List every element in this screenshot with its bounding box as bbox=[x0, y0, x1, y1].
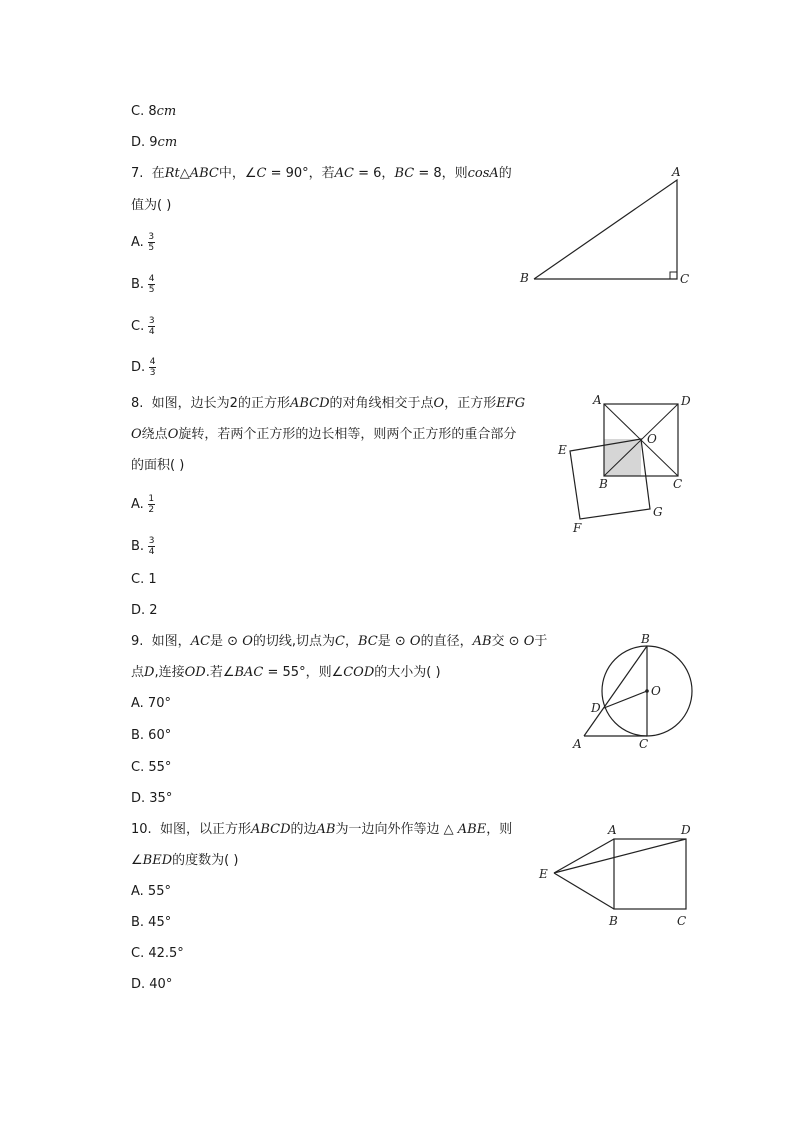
q9-label-a: A bbox=[573, 737, 582, 751]
q8-label-a: A bbox=[593, 393, 602, 407]
q10-segment-ea bbox=[554, 839, 614, 873]
q8-label-c: C bbox=[673, 477, 683, 491]
q7-option-c: C. $\frac{3}{4}$ bbox=[131, 316, 155, 337]
q7-option-a: A. $\frac{3}{5}$ bbox=[131, 232, 155, 253]
q9-stem-line2: 点D,连接OD.若∠BAC = 55°，则∠COD的大小为( ) bbox=[131, 665, 441, 680]
q9-option-a: A. 70° bbox=[131, 696, 171, 711]
q10-option-a: A. 55° bbox=[131, 884, 171, 899]
q10-label-b: B bbox=[609, 914, 618, 928]
q7-stem-line1: 7. 在Rt△ABC中，∠C = 90°，若AC = 6，BC = 8，则cosA的 bbox=[131, 166, 512, 181]
q9-stem-line1: 9. 如图，AC是 ⊙ O的切线,切点为C，BC是 ⊙ O的直径，AB交 ⊙ O于 bbox=[131, 634, 548, 649]
q7-stem-line2: 值为( ) bbox=[131, 198, 172, 213]
q10-segment-eb bbox=[554, 873, 614, 909]
q8-label-d: D bbox=[681, 394, 691, 408]
q10-stem-line2: ∠BED的度数为( ) bbox=[131, 853, 239, 868]
q10-label-e: E bbox=[539, 867, 548, 881]
q8-stem-line3: 的面积( ) bbox=[131, 458, 185, 473]
q7-option-d: D. $\frac{4}{3}$ bbox=[131, 357, 156, 378]
q8-label-g: G bbox=[653, 505, 663, 519]
q9-option-c: C. 55° bbox=[131, 760, 172, 775]
q8-label-b: B bbox=[599, 477, 608, 491]
q7-label-b: B bbox=[520, 271, 529, 285]
q8-label-o: O bbox=[647, 432, 657, 446]
q7-label-a: A bbox=[672, 165, 681, 179]
q10-option-b: B. 45° bbox=[131, 915, 172, 930]
q8-stem-line1: 8. 如图，边长为2的正方形ABCD的对角线相交于点O，正方形EFG bbox=[131, 396, 526, 411]
q10-label-d: D bbox=[681, 823, 691, 837]
q10-label-a: A bbox=[608, 823, 617, 837]
q10-option-c: C. 42.5° bbox=[131, 946, 184, 961]
q6-option-d: D. 9cm bbox=[131, 135, 178, 150]
q10-segment-ed bbox=[554, 839, 686, 873]
q7-label-c: C bbox=[680, 272, 690, 286]
q8-option-b: B. $\frac{3}{4}$ bbox=[131, 536, 155, 557]
q6-option-c: C. 8cm bbox=[131, 104, 177, 119]
q8-label-e: E bbox=[558, 443, 567, 457]
q8-option-a: A. $\frac{1}{2}$ bbox=[131, 494, 155, 515]
q10-label-c: C bbox=[677, 914, 687, 928]
q7-option-b: B. $\frac{4}{5}$ bbox=[131, 274, 155, 295]
q9-label-b: B bbox=[641, 632, 650, 646]
q9-option-d: D. 35° bbox=[131, 791, 173, 806]
q9-label-c: C bbox=[639, 737, 649, 751]
q8-option-c: C. 1 bbox=[131, 572, 157, 587]
q9-label-d: D bbox=[591, 701, 601, 715]
q8-label-f: F bbox=[573, 521, 582, 535]
q10-square-abcd bbox=[614, 839, 686, 909]
q10-option-d: D. 40° bbox=[131, 977, 173, 992]
q8-stem-line2: O绕点O旋转，若两个正方形的边长相等，则两个正方形的重合部分 bbox=[131, 427, 517, 442]
q9-option-b: B. 60° bbox=[131, 728, 172, 743]
q8-option-d: D. 2 bbox=[131, 603, 158, 618]
q10-stem-line1: 10. 如图，以正方形ABCD的边AB为一边向外作等边 △ ABE，则 bbox=[131, 822, 513, 837]
q9-label-o: O bbox=[651, 684, 661, 698]
